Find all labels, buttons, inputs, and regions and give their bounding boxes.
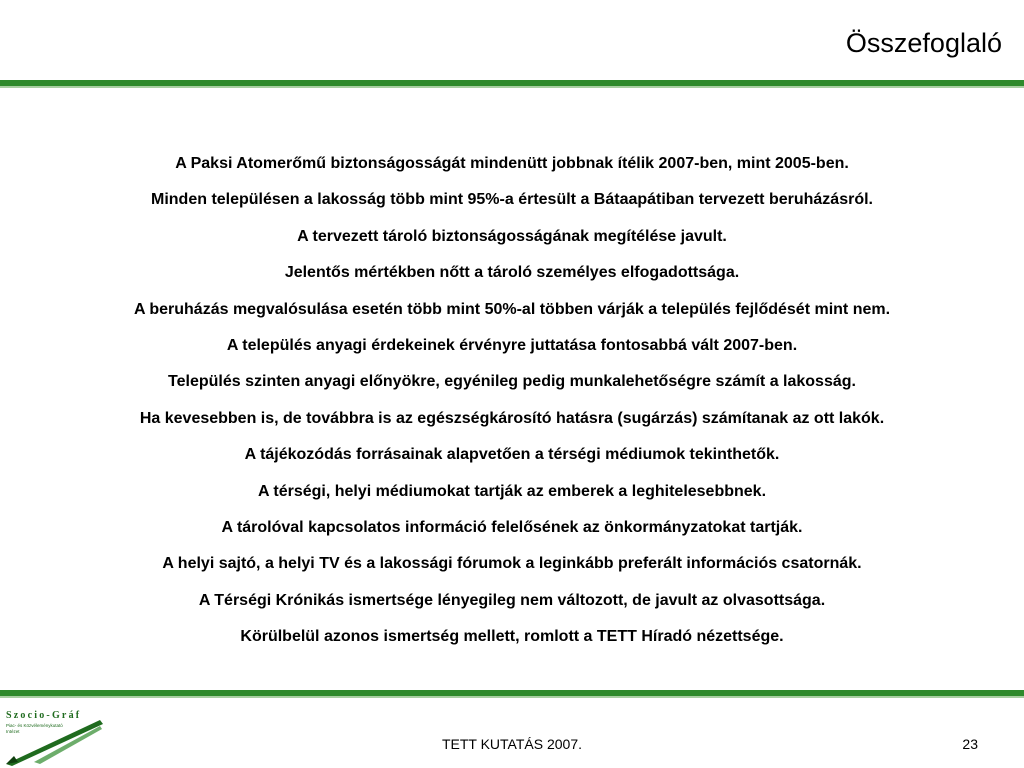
summary-item: A helyi sajtó, a helyi TV és a lakossági fórumok a leginkább preferált információs csatornák. [162, 555, 862, 573]
top-divider [0, 80, 1024, 88]
summary-item: Jelentős mértékben nőtt a tároló személyes elfogadottsága. [284, 264, 740, 282]
summary-item: A tárolóval kapcsolatos információ felelősének az önkormányzatokat tartják. [221, 518, 803, 536]
summary-item: A település anyagi érdekeinek érvényre juttatása fontosabbá vált 2007-ben. [226, 336, 798, 354]
summary-item: A Térségi Krónikás ismertsége lényegileg nem változott, de javult az olvasottsága. [198, 591, 826, 609]
summary-item: Körülbelül azonos ismertség mellett, romlott a TETT Híradó nézettsége. [240, 628, 784, 646]
summary-item: A tájékozódás forrásainak alapvetően a térségi médiumok tekinthetők. [244, 446, 780, 464]
summary-list [0, 154, 1024, 663]
summary-item: Minden településen a lakosság több mint 95%-a értesült a Bátaapátiban tervezett beruházásról. [151, 191, 873, 209]
logo-name: Szocio-Gráf [6, 710, 82, 721]
page-number: 23 [962, 736, 978, 752]
summary-item: A beruházás megvalósulása esetén több mint 50%-al többen várják a település fejlődését mint nem. [133, 300, 891, 318]
summary-item: A térségi, helyi médiumokat tartják az emberek a leghitelesebbnek. [257, 482, 767, 500]
slide-title: Összefoglaló [845, 28, 1002, 58]
summary-item: Település szinten anyagi előnyökre, egyénileg pedig munkalehetőségre számít a lakosság. [168, 373, 856, 391]
summary-item: A Paksi Atomerőmű biztonságosságát mindenütt jobbnak ítélik 2007-ben, mint 2005-ben. [175, 155, 849, 172]
logo-subtitle: Piac- és Közvéleménykutató Intézet [6, 723, 63, 734]
summary-item: Ha kevesebben is, de továbbra is az egészségkárosító hatásra (sugárzás) számítanak az ott lakók. [139, 409, 885, 427]
bottom-divider [0, 690, 1024, 698]
footer-text: TETT KUTATÁS 2007. [441, 736, 583, 752]
summary-item: A tervezett tároló biztonságosságának megítélése javult. [297, 227, 727, 245]
